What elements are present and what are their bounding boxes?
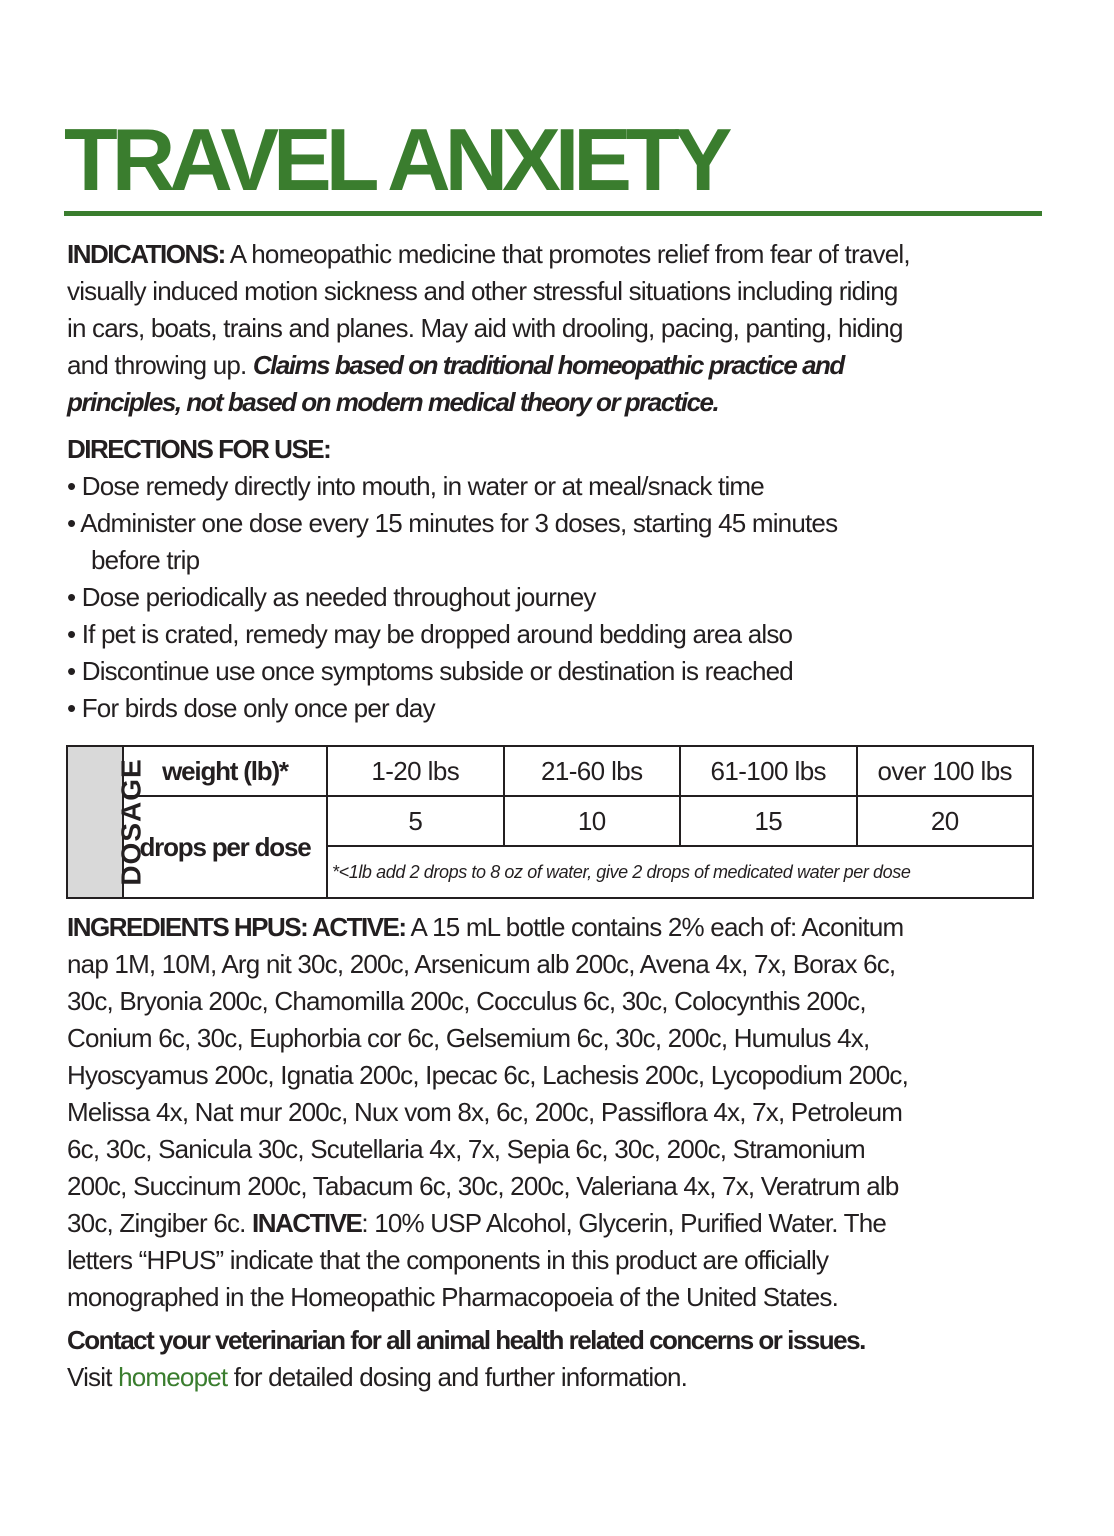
text-segment: Conium 6c, 30c, Euphorbia cor 6c, Gelsemium 6c, 30c, 200c, Humulus 4x, xyxy=(67,1023,870,1053)
indications-section xyxy=(67,236,1052,421)
text-segment: Visit xyxy=(67,1362,119,1392)
text-segment: Melissa 4x, Nat mur 200c, Nux vom 8x, 6c, 200c, Passiflora 4x, 7x, Petroleum xyxy=(67,1097,903,1127)
text-segment: 30c, Bryonia 200c, Chamomilla 200c, Cocculus 6c, 30c, Colocynthis 200c, xyxy=(67,986,866,1016)
dosage-side-label xyxy=(67,746,147,898)
drops-header xyxy=(123,796,327,898)
title-divider xyxy=(64,211,1042,216)
drops-value: 20 xyxy=(930,805,959,836)
text-line xyxy=(67,1057,1052,1094)
text-segment: Contact your veterinarian for all animal health related concerns or issues. xyxy=(67,1325,865,1355)
text-line xyxy=(67,310,1052,347)
text-segment: • For birds dose only once per day xyxy=(67,693,435,723)
drops-value: 15 xyxy=(754,805,783,836)
drops-cell xyxy=(504,796,681,846)
text-line xyxy=(67,1359,1052,1396)
text-segment: INACTIVE xyxy=(252,1208,362,1238)
text-line xyxy=(67,946,1052,983)
text-segment: and throwing up. xyxy=(67,350,253,380)
text-line xyxy=(67,347,1052,384)
drops-value: 5 xyxy=(408,805,423,836)
text-segment: letters “HPUS” indicate that the components in this product are officially xyxy=(67,1245,829,1275)
text-segment: • If pet is crated, remedy may be dropped around bedding area also xyxy=(67,619,793,649)
text-line xyxy=(67,1322,1052,1359)
dosage-note xyxy=(327,846,1033,898)
drops-cell xyxy=(857,796,1034,846)
text-line xyxy=(67,1205,1052,1242)
text-line xyxy=(67,273,1052,310)
weight-label: weight (lb)* xyxy=(162,755,288,786)
product-title: TRAVEL ANXIETY xyxy=(64,110,727,209)
weight-value: 61-100 lbs xyxy=(710,755,826,786)
text-line xyxy=(67,616,1052,653)
dosage-table xyxy=(66,745,1034,899)
text-line xyxy=(67,236,1052,273)
text-segment: 30c, Zingiber 6c. xyxy=(67,1208,253,1238)
text-line xyxy=(67,690,1052,727)
text-line xyxy=(67,542,1052,579)
weight-value: over 100 lbs xyxy=(877,755,1012,786)
contact-section xyxy=(67,1322,1052,1396)
text-segment: : 10% USP Alcohol, Glycerin, Purified Water. The xyxy=(361,1208,887,1238)
text-segment: principles, not based on modern medical theory or practice. xyxy=(67,387,719,417)
text-segment: 6c, 30c, Sanicula 30c, Scutellaria 4x, 7x, Sepia 6c, 30c, 200c, Stramonium xyxy=(67,1134,865,1164)
directions-heading: DIRECTIONS FOR USE: xyxy=(67,434,331,464)
homeopet-link[interactable]: homeopet xyxy=(118,1362,228,1392)
text-segment: in cars, boats, trains and planes. May aid with drooling, pacing, panting, hiding xyxy=(67,313,903,343)
text-segment: visually induced motion sickness and other stressful situations including riding xyxy=(67,276,898,306)
text-line xyxy=(67,1242,1052,1279)
weight-value: 21-60 lbs xyxy=(540,755,643,786)
drops-label: drops per dose xyxy=(139,831,311,862)
text-line xyxy=(67,653,1052,690)
text-segment: before trip xyxy=(91,545,200,575)
weight-cell xyxy=(504,746,681,796)
text-line xyxy=(67,505,1052,542)
weight-header xyxy=(123,746,327,796)
drops-cell xyxy=(680,796,857,846)
weight-cell xyxy=(327,746,504,796)
text-line xyxy=(67,983,1052,1020)
ingredients-section xyxy=(67,909,1052,1316)
text-segment: for detailed dosing and further information. xyxy=(227,1362,688,1392)
text-segment: nap 1M, 10M, Arg nit 30c, 200c, Arsenicum alb 200c, Avena 4x, 7x, Borax 6c, xyxy=(67,949,896,979)
text-line xyxy=(67,1168,1052,1205)
text-segment: A homeopathic medicine that promotes relief from fear of travel, xyxy=(224,239,910,269)
text-line xyxy=(67,468,1052,505)
dosage-note-text: *<1lb add 2 drops to 8 oz of water, give 2 drops of medicated water per dose xyxy=(332,861,911,882)
drops-value: 10 xyxy=(577,805,606,836)
drops-cell xyxy=(327,796,504,846)
directions-list xyxy=(67,468,1052,727)
text-line xyxy=(67,1279,1052,1316)
text-segment: INDICATIONS: xyxy=(67,239,225,269)
weight-cell xyxy=(680,746,857,796)
text-line xyxy=(67,579,1052,616)
text-segment: A 15 mL bottle contains 2% each of: Aconitum xyxy=(405,912,904,942)
weight-value: 1-20 lbs xyxy=(371,755,460,786)
text-segment: • Administer one dose every 15 minutes for 3 doses, starting 45 minutes xyxy=(67,508,838,538)
text-line xyxy=(67,1131,1052,1168)
text-segment: Hyoscyamus 200c, Ignatia 200c, Ipecac 6c, Lachesis 200c, Lycopodium 200c, xyxy=(67,1060,909,1090)
text-line xyxy=(67,1020,1052,1057)
text-segment: • Dose periodically as needed throughout journey xyxy=(67,582,596,612)
text-segment: INGREDIENTS HPUS: ACTIVE: xyxy=(67,912,406,942)
weight-cell xyxy=(857,746,1034,796)
dosage-label-text: DOSAGE xyxy=(115,758,147,886)
text-segment: • Dose remedy directly into mouth, in water or at meal/snack time xyxy=(67,471,764,501)
text-line xyxy=(67,1094,1052,1131)
text-line xyxy=(67,384,1052,421)
text-segment: monographed in the Homeopathic Pharmacopoeia of the United States. xyxy=(67,1282,839,1312)
text-segment: • Discontinue use once symptoms subside or destination is reached xyxy=(67,656,793,686)
text-line xyxy=(67,909,1052,946)
text-segment: 200c, Succinum 200c, Tabacum 6c, 30c, 200c, Valeriana 4x, 7x, Veratrum alb xyxy=(67,1171,899,1201)
text-segment: Claims based on traditional homeopathic practice and xyxy=(252,350,844,380)
